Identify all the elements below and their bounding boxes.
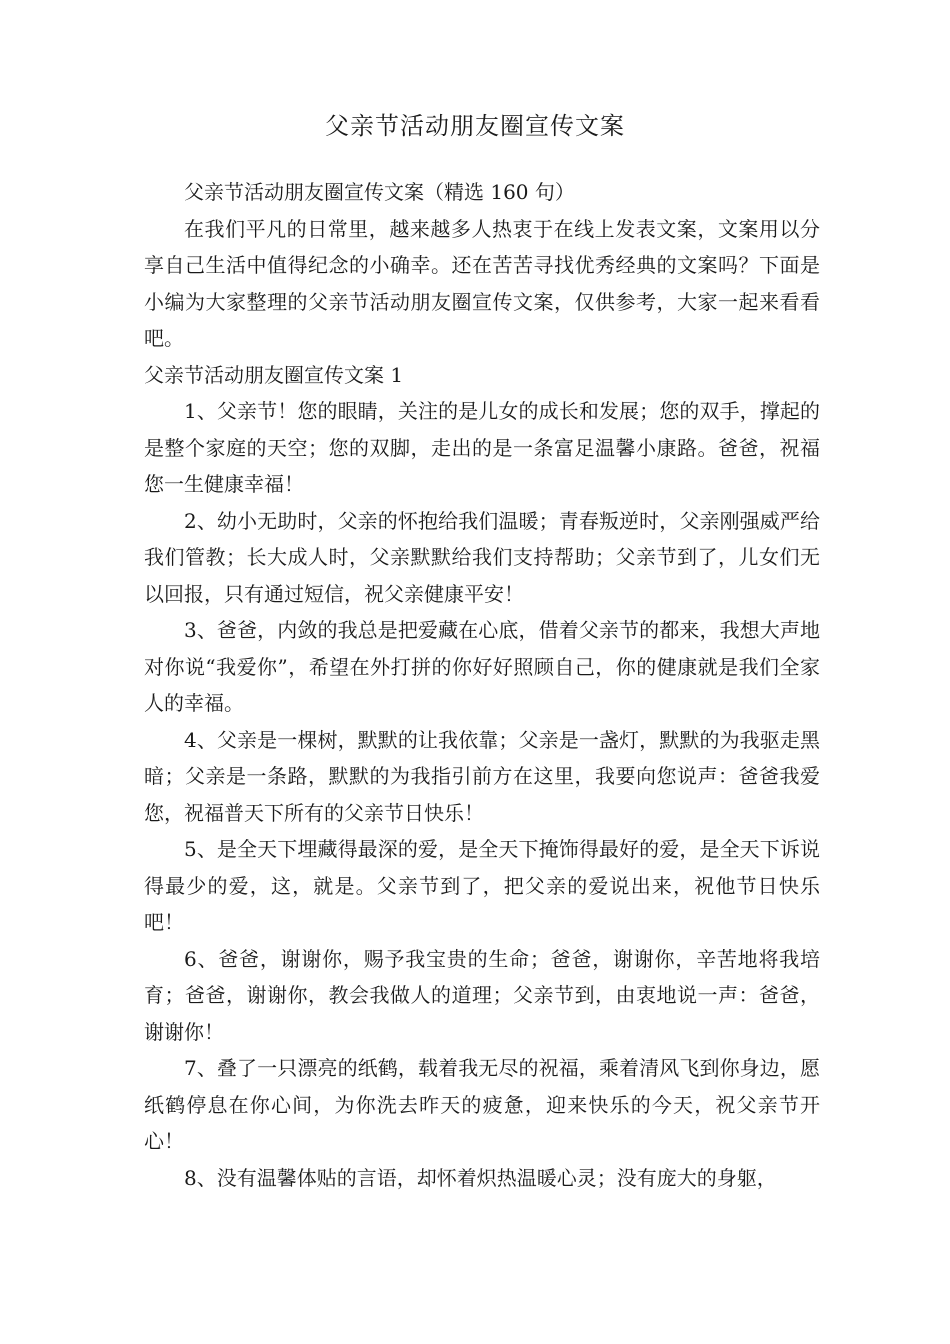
- paragraph-item: 5、是全天下埋藏得最深的爱，是全天下掩饰得最好的爱，是全天下诉说得最少的爱，这，就是。父亲节到了，把父亲的爱说出来，祝他节日快乐吧！: [144, 837, 820, 934]
- paragraph-item: 7、叠了一只漂亮的纸鹤，载着我无尽的祝福，乘着清风飞到你身边，愿纸鹤停息在你心间，为你洗去昨天的疲惫，迎来快乐的今天，祝父亲节开心！: [144, 1056, 820, 1153]
- paragraph-item: 6、爸爸，谢谢你，赐予我宝贵的生命；爸爸，谢谢你，辛苦地将我培育；爸爸，谢谢你，教会我做人的道理；父亲节到，由衷地说一声：爸爸，谢谢你！: [144, 946, 820, 1044]
- document-title: 父亲节活动朋友圈宣传文案: [325, 112, 625, 140]
- document-body: [144, 174, 820, 1196]
- paragraph-item: 1、父亲节！您的眼睛，关注的是儿女的成长和发展；您的双手，撑起的是整个家庭的天空；您的双脚，走出的是一条富足温馨小康路。爸爸，祝福您一生健康幸福！: [144, 399, 820, 496]
- paragraph-item: 2、幼小无助时，父亲的怀抱给我们温暖；青春叛逆时，父亲刚强威严给我们管教；长大成人时，父亲默默给我们支持帮助；父亲节到了，儿女们无以回报，只有通过短信，祝父亲健康平安！: [144, 508, 820, 606]
- subtitle: 父亲节活动朋友圈宣传文案（精选 160 句）: [184, 180, 575, 204]
- paragraph-item: 8、没有温馨体贴的言语，却怀着炽热温暖心灵；没有庞大的身躯，: [184, 1165, 777, 1190]
- section-heading: 父亲节活动朋友圈宣传文案 1: [144, 362, 404, 387]
- paragraph-item: 3、爸爸，内敛的我总是把爱藏在心底，借着父亲节的都来，我想大声地对你说“我爱你”，希望在外打拼的你好好照顾自己，你的健康就是我们全家人的幸福。: [144, 618, 820, 715]
- paragraph-item: 4、父亲是一棵树，默默的让我依靠；父亲是一盏灯，默默的为我驱走黑暗；父亲是一条路，默默的为我指引前方在这里，我要向您说声：爸爸我爱您，祝福普天下所有的父亲节日快乐！: [144, 727, 820, 825]
- intro-paragraph: 在我们平凡的日常里，越来越多人热衷于在线上发表文案，文案用以分享自己生活中值得纪念的小确幸。还在苦苦寻找优秀经典的文案吗？下面是小编为大家整理的父亲节活动朋友圈宣传文案，仅供参考，大家一起来看看吧。: [144, 216, 820, 350]
